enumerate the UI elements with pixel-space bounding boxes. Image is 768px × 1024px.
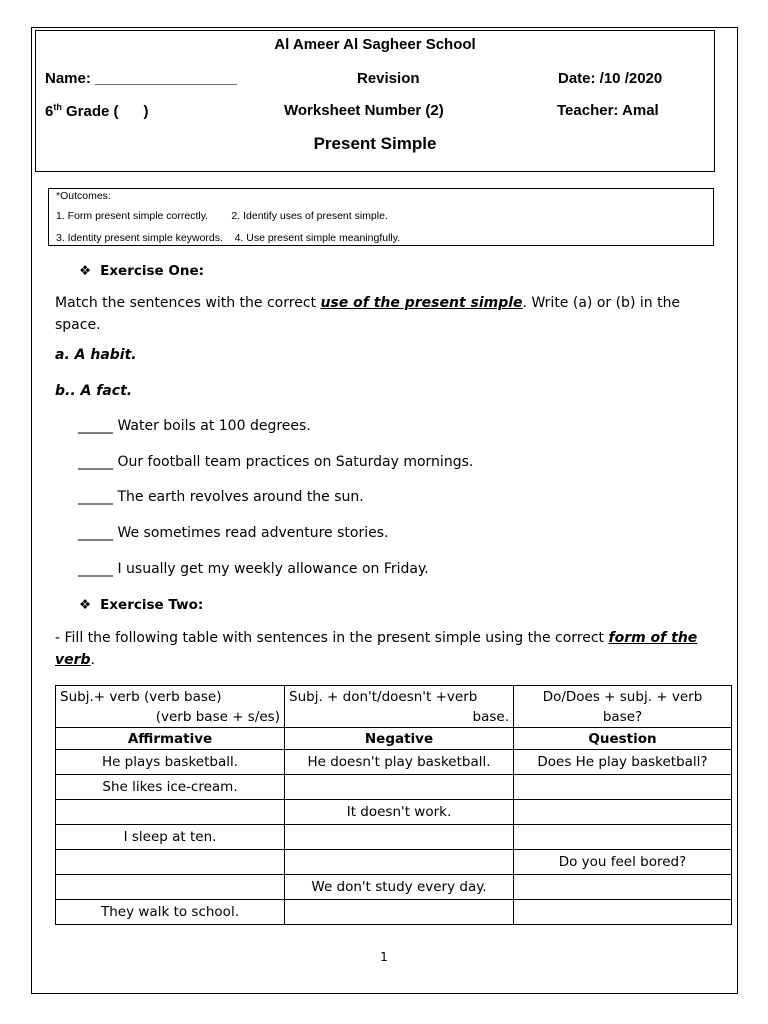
school-name: Al Ameer Al Sagheer School	[274, 36, 476, 53]
table-row	[56, 800, 732, 825]
table-row	[56, 825, 732, 850]
negative-cell: It doesn't work.	[285, 800, 514, 825]
negative-cell	[285, 850, 514, 875]
label-row	[56, 728, 732, 750]
revision-label: Revision	[357, 70, 420, 87]
exercise-two-instruction: - Fill the following table with sentences in the present simple using the correct form of the verb.	[55, 630, 698, 668]
negative-cell: We don't study every day.	[285, 875, 514, 900]
worksheet-number: Worksheet Number (2)	[284, 102, 444, 119]
question-cell	[514, 825, 732, 850]
formula-affirmative: Subj.+ verb (verb base) (verb base + s/es)	[56, 686, 285, 728]
table-row	[56, 775, 732, 800]
affirmative-cell: They walk to school.	[56, 900, 285, 925]
match-sentence: _____ I usually get my weekly allowance on Friday.	[78, 561, 429, 577]
affirmative-cell: He plays basketball.	[56, 750, 285, 775]
teacher-name: Teacher: Amal	[557, 102, 659, 119]
option-a: a. A habit.	[55, 347, 137, 363]
question-cell: Does He play basketball?	[514, 750, 732, 775]
question-cell	[514, 775, 732, 800]
question-cell	[514, 900, 732, 925]
question-cell	[514, 800, 732, 825]
negative-cell	[285, 900, 514, 925]
label-affirmative: Affirmative	[56, 728, 285, 750]
table-row	[56, 900, 732, 925]
worksheet-header	[35, 30, 715, 172]
outcomes-box	[48, 188, 714, 246]
affirmative-cell	[56, 850, 285, 875]
affirmative-cell: I sleep at ten.	[56, 825, 285, 850]
formula-negative: Subj. + don't/doesn't +verb base.	[285, 686, 514, 728]
match-sentence: _____ Water boils at 100 degrees.	[78, 418, 311, 434]
exercise-one-instruction: Match the sentences with the correct use of the present simple. Write (a) or (b) in the space.	[55, 295, 681, 333]
name-field: Name: _________________	[45, 70, 237, 87]
outcomes-line-1: 1. Form present simple correctly. 2. Identify uses of present simple.	[56, 210, 388, 222]
negative-cell: He doesn't play basketball.	[285, 750, 514, 775]
exercise-two-heading: ❖ Exercise Two:	[79, 597, 204, 613]
diamond-bullet-icon: ❖	[79, 263, 92, 279]
exercise-one-heading: ❖ Exercise One:	[79, 263, 205, 279]
match-sentence: _____ We sometimes read adventure stories.	[78, 525, 389, 541]
diamond-bullet-icon: ❖	[79, 597, 92, 613]
negative-cell	[285, 825, 514, 850]
affirmative-cell	[56, 800, 285, 825]
table-row	[56, 750, 732, 775]
negative-cell	[285, 775, 514, 800]
question-cell	[514, 875, 732, 900]
table-row	[56, 850, 732, 875]
grade-field: 6th Grade ( )	[45, 102, 149, 120]
match-sentence: _____ The earth revolves around the sun.	[78, 489, 364, 505]
present-simple-table	[55, 685, 732, 925]
page-number: 1	[380, 950, 388, 964]
option-b: b.. A fact.	[55, 383, 133, 399]
date-field: Date: /10 /2020	[558, 70, 663, 87]
worksheet-title: Present Simple	[313, 134, 437, 153]
formula-question: Do/Does + subj. + verb base?	[514, 686, 732, 728]
outcomes-heading: *Outcomes:	[56, 190, 111, 202]
match-sentence: _____ Our football team practices on Saturday mornings.	[78, 454, 474, 470]
outcomes-line-2: 3. Identity present simple keywords. 4. Use present simple meaningfully.	[56, 232, 401, 244]
label-negative: Negative	[285, 728, 514, 750]
table-row	[56, 875, 732, 900]
question-cell: Do you feel bored?	[514, 850, 732, 875]
label-question: Question	[514, 728, 732, 750]
formula-row	[56, 686, 732, 728]
affirmative-cell: She likes ice-cream.	[56, 775, 285, 800]
affirmative-cell	[56, 875, 285, 900]
